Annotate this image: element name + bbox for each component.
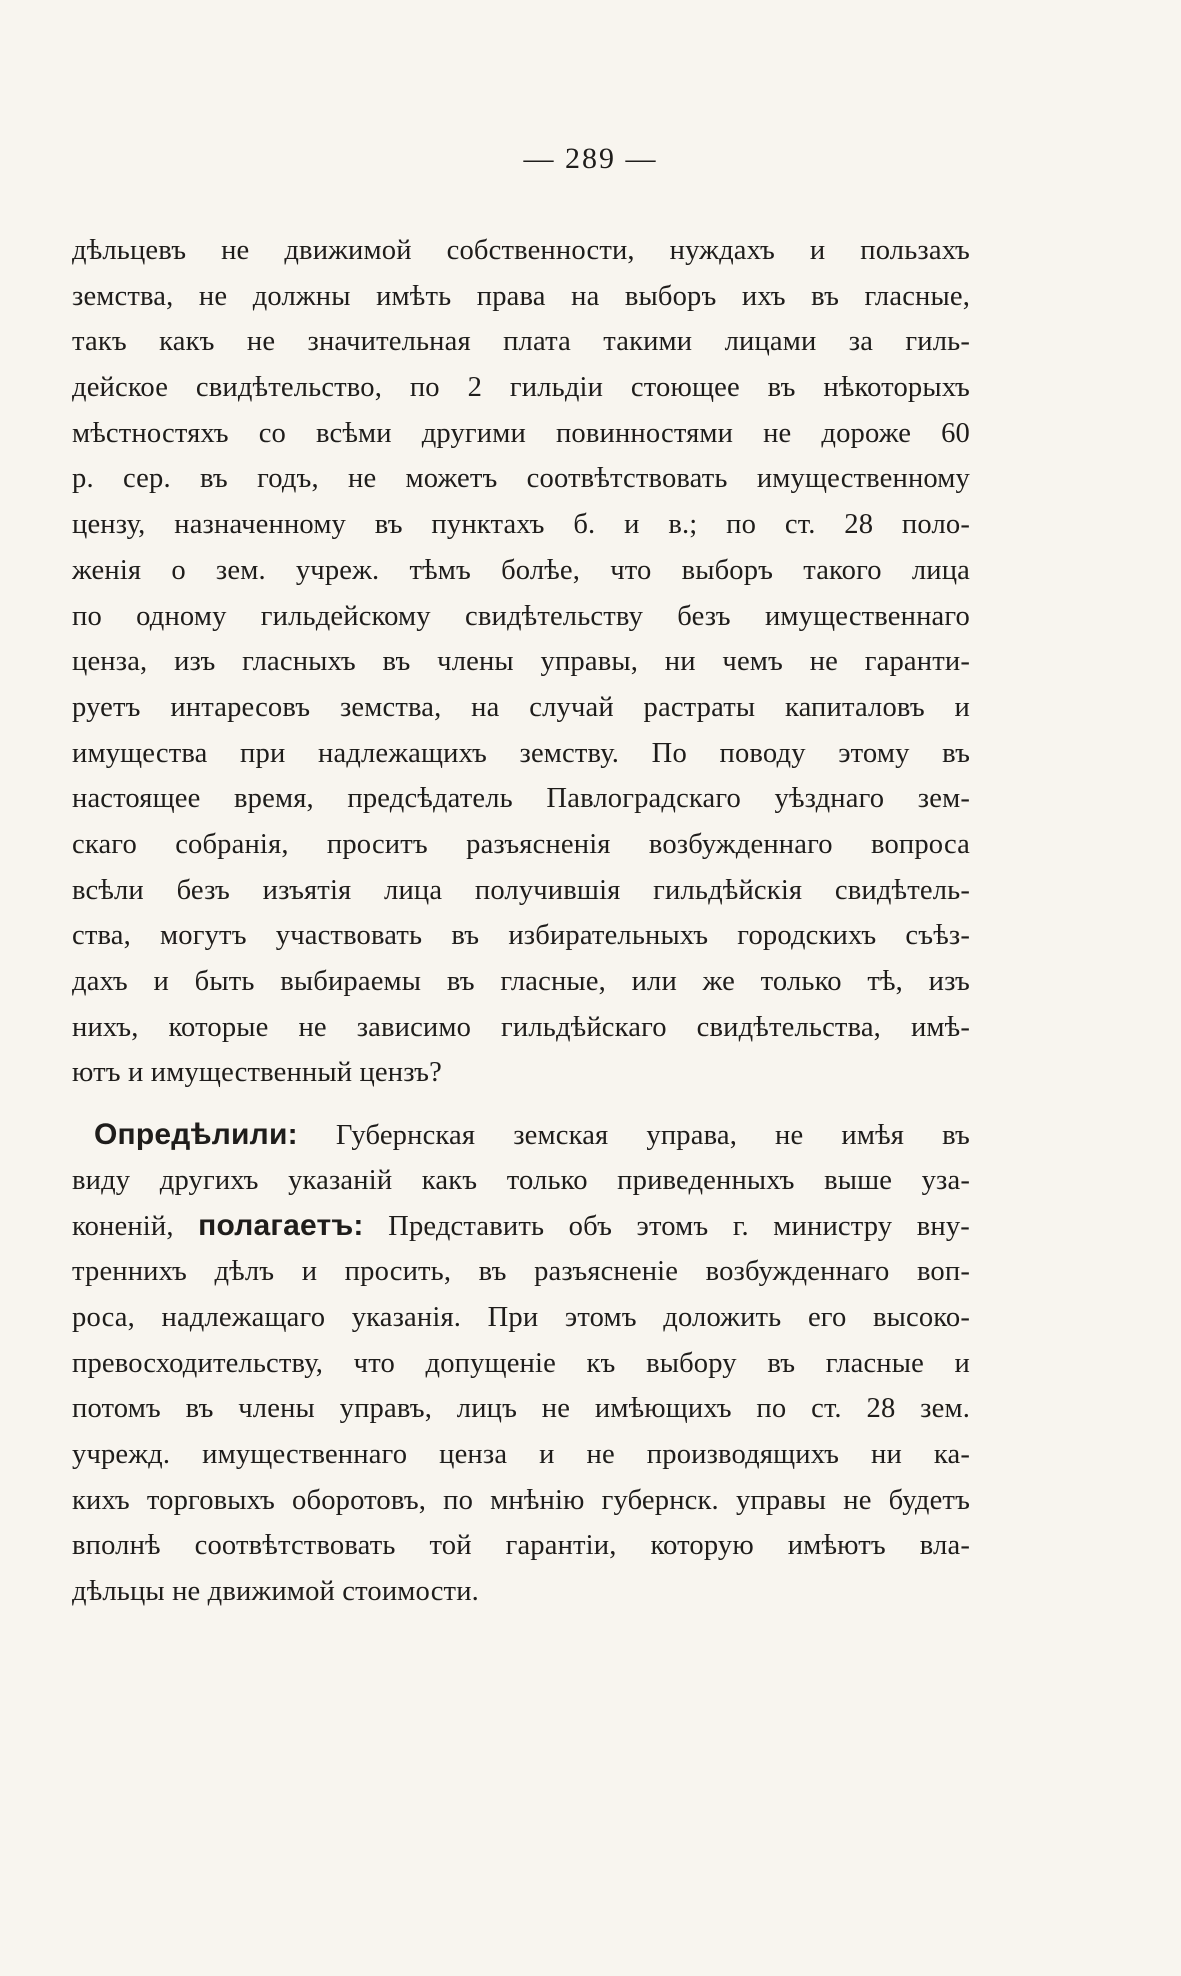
text-line: ценза, изъ гласныхъ въ члены управы, ни чемъ не гаранти- [72,646,970,678]
text-line: превосходительству, что допущеніе къ выбору въ гласные и [72,1347,970,1379]
page-number: — 289 — [523,142,658,175]
body-text [72,228,970,1615]
text-fragment: коненій, [72,1211,174,1243]
text-line: скаго собранія, проситъ разъясненія возбужденнаго вопроса [72,828,970,860]
text-line: дахъ и быть выбираемы въ гласные, или же только тѣ, изъ [72,966,970,997]
text-line: по одному гильдейскому свидѣтельству безъ имущественнаго [72,600,970,632]
text-line: мѣстностяхъ со всѣми другими повинностями не дороже 60 [72,417,970,449]
resolution-heading: Опредѣлили: [94,1118,298,1152]
text-line: ства, могутъ участвовать въ избирательныхъ городскихъ съѣз- [72,920,970,952]
text-line: треннихъ дѣлъ и просить, въ разъясненіе возбужденнаго воп- [72,1256,970,1288]
text-line: всѣли безъ изъятія лица получившія гильдѣйскія свидѣтель- [72,874,970,906]
text-line: женія о зем. учреж. тѣмъ болѣе, что выборъ такого лица [72,554,970,586]
text-line: виду другихъ указаній какъ только приведенныхъ выше уза- [72,1164,970,1196]
text-fragment: Губернская земская управа, не имѣя въ [335,1120,970,1152]
text-line: вполнѣ соотвѣтствовать той гарантіи, которую имѣютъ вла- [72,1530,970,1562]
text-line: дѣльцы не движимой стоимости. [72,1575,479,1607]
paragraph-gap [72,1096,970,1112]
text-line: имущества при надлежащихъ земству. По поводу этому въ [72,737,970,769]
text-line: нихъ, которые не зависимо гильдѣйскаго свидѣтельства, имѣ- [72,1011,970,1043]
text-line: настоящее время, предсѣдатель Павлоградскаго уѣзднаго зем- [72,783,970,815]
text-line [72,1112,970,1158]
text-line [72,1203,970,1249]
text-line: дейское свидѣтельство, по 2 гильдіи стоющее въ нѣкоторыхъ [72,372,970,404]
text-line: руетъ интаресовъ земства, на случай растраты капиталовъ и [72,691,970,723]
paragraph-1 [72,228,970,1096]
decision-keyword: полагаетъ: [198,1209,364,1243]
text-line: учрежд. имущественнаго ценза и не производящихъ ни ка- [72,1438,970,1470]
text-fragment: Представить объ этомъ г. министру вну- [388,1211,970,1243]
text-line: земства, не должны имѣть права на выборъ ихъ въ гласные, [72,280,970,312]
text-line: цензу, назначенному въ пунктахъ б. и в.; по ст. 28 поло- [72,509,970,541]
text-line: потомъ въ члены управъ, лицъ не имѣющихъ по ст. 28 зем. [72,1393,970,1425]
paragraph-2 [72,1112,970,1615]
text-line: такъ какъ не значительная плата такими лицами за гиль- [72,326,970,358]
text-line: роса, надлежащаго указанія. При этомъ доложить его высоко- [72,1301,970,1333]
text-line: ютъ и имущественный цензъ? [72,1057,442,1089]
text-line: кихъ торговыхъ оборотовъ, по мнѣнію губернск. управы не будетъ [72,1484,970,1516]
text-line: р. сер. въ годъ, не можетъ соотвѣтствовать имущественному [72,463,970,495]
text-line: дѣльцевъ не движимой собственности, нуждахъ и пользахъ [72,235,970,266]
